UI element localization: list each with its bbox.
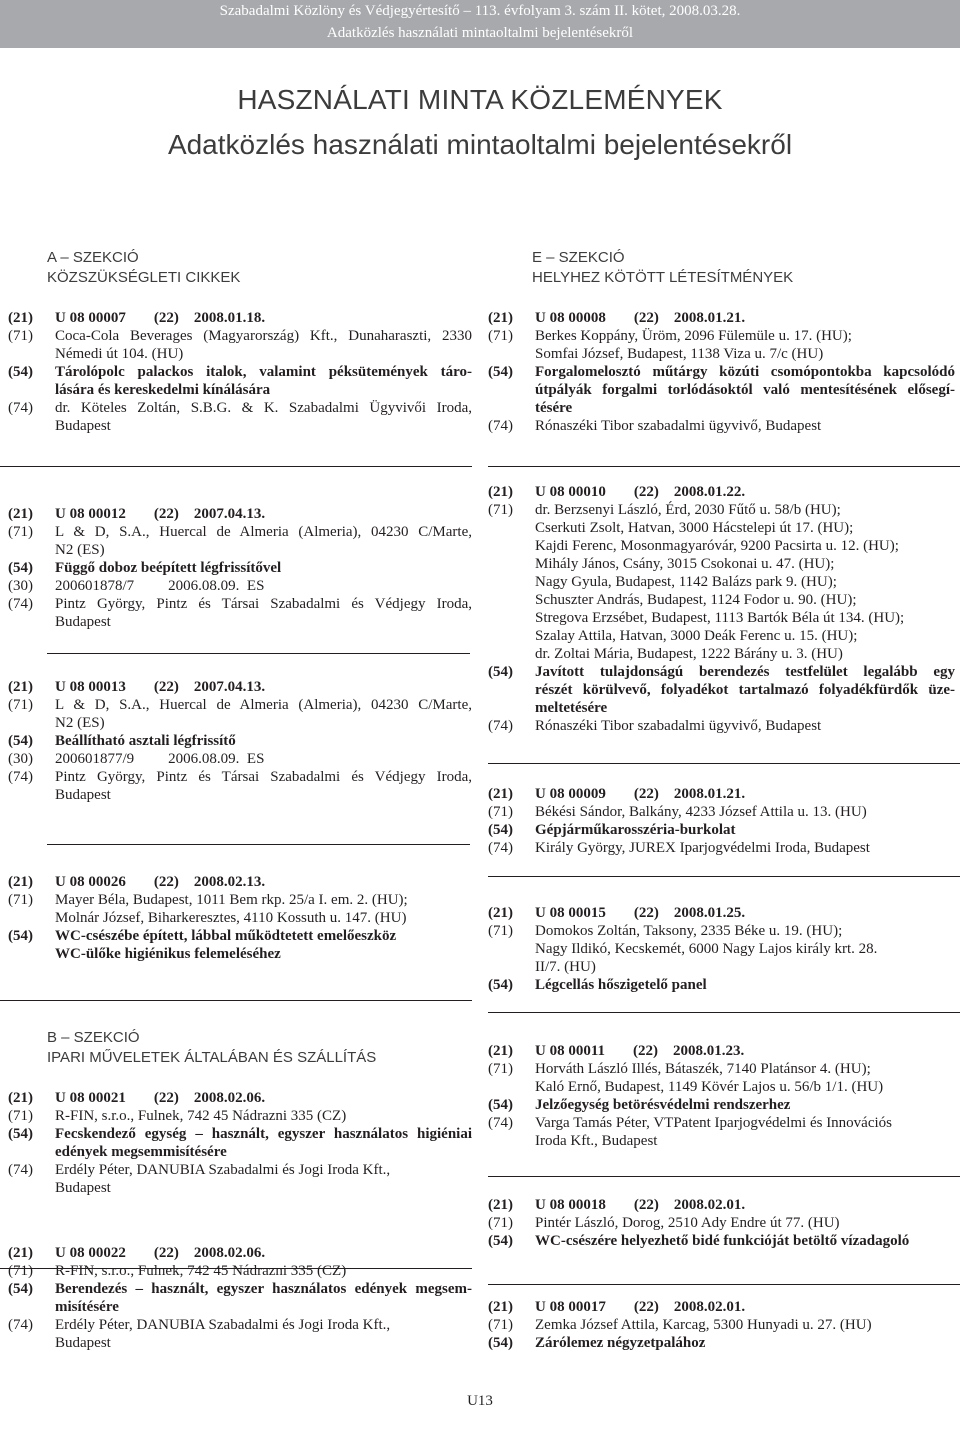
inid-code-label: (74) (8, 596, 33, 612)
entry-text (488, 785, 955, 803)
entry-text (154, 505, 265, 523)
entry-text: (22) (153, 679, 179, 695)
inid-code-label: (71) (8, 1263, 33, 1279)
application-number: U 08 00007 (55, 310, 126, 326)
entry-text: Király György, JUREX Iparjogvédelmi Iroda, Budapest (535, 840, 870, 856)
entry-text: Légcellás hőszigetelő panel (535, 977, 707, 993)
inid-code-label: (30) (8, 751, 33, 767)
entry-text: lására és kereskedelmi kínálására (55, 382, 271, 398)
application-number-row (8, 309, 472, 327)
section-e-name: HELYHEZ KÖTÖTT LÉTESÍTMÉNYEK (532, 269, 794, 286)
entry-text: Erdély Péter, DANUBIA Szabadalmi és Jogi Iroda Kft., (55, 1317, 391, 1333)
rule-separator (0, 1000, 472, 1001)
utility-model-entry (488, 1196, 955, 1250)
rule-separator (0, 466, 472, 467)
entry-text: (22) (633, 310, 659, 326)
entry-text: L & D, S.A., Huercal de Almeria (Almeria), 04230 C/Marte, (55, 697, 472, 713)
inid-code-label: (71) (8, 328, 33, 344)
inid-code-label: (54) (488, 664, 513, 680)
entry-text: WC-ülőke higiénikus felemeléséhez (55, 946, 281, 962)
entry-text (154, 1244, 265, 1262)
entry-text: edények megsemmisítésére (55, 1144, 227, 1160)
entry-text (634, 1196, 745, 1214)
entry-text (488, 904, 955, 922)
entry-text (488, 1232, 955, 1250)
entry-text: Mayer Béla, Budapest, 1011 Bem rkp. 25/a I. em. 2. (HU); (55, 892, 408, 908)
entry-text: Nagy Gyula, Budapest, 1142 Balázs park 9. (HU); (535, 574, 837, 590)
utility-model-entry (8, 1244, 472, 1352)
application-number: U 08 00011 (535, 1043, 606, 1059)
entry-text (488, 821, 955, 839)
entry-text: Molnár József, Biharkeresztes, 4110 Kossuth u. 147. (HU) (55, 910, 407, 926)
entry-text (488, 363, 955, 417)
entry-text: Iroda Kft., Budapest (535, 1133, 658, 1149)
inid-code-label: (71) (488, 923, 513, 939)
application-number: U 08 00008 (535, 310, 606, 326)
inid-code-label: (71) (488, 328, 513, 344)
entry-text: ES (246, 751, 265, 767)
filing-date: 2008.01.21. (673, 310, 746, 326)
utility-model-entry (488, 785, 955, 857)
utility-model-entry (488, 1042, 955, 1150)
utility-model-entry (8, 505, 472, 631)
inid-code-label: (54) (8, 364, 33, 380)
inid-code-label: (54) (488, 822, 513, 838)
inid-code-label: (71) (488, 1061, 513, 1077)
inid-code-label: (71) (8, 697, 33, 713)
application-number: U 08 00022 (55, 1245, 126, 1261)
entry-text (8, 873, 472, 891)
filing-date: 2008.01.21. (673, 786, 746, 802)
entry-text: részét körülvevő, folyadékot tartalmazó folyadékfürdők üze- (535, 682, 955, 698)
section-b-code: B – SZEKCIÓ (47, 1029, 140, 1046)
entry-text: Erdély Péter, DANUBIA Szabadalmi és Jogi Iroda Kft., (55, 1162, 391, 1178)
inid-code-label: (21) (488, 1197, 513, 1213)
filing-date: 2008.01.22. (673, 484, 746, 500)
entry-text (8, 1089, 472, 1107)
entry-text (8, 927, 472, 963)
inid-code-label: (71) (8, 892, 33, 908)
entry-text (488, 976, 955, 994)
entry-text (154, 678, 265, 696)
entry-text (634, 1298, 745, 1316)
entry-text: L & D, S.A., Huercal de Almeria (Almeria), 04230 C/Marte, (55, 524, 472, 540)
inid-code-label: (54) (8, 1126, 33, 1142)
filing-date: 2007.04.13. (193, 506, 266, 522)
entry-text (8, 1161, 472, 1197)
entry-text: WC-csészére helyezhető bidé funkcióját betöltő vízadagoló (535, 1233, 910, 1249)
entry-text (488, 1042, 955, 1060)
entry-text: Zemka József Attila, Karcag, 5300 Hunyadi u. 27. (HU) (535, 1317, 872, 1333)
entry-text: II/7. (HU) (535, 959, 596, 975)
entry-text (488, 417, 955, 435)
entry-text: Budapest (55, 1180, 111, 1196)
entry-text (488, 309, 955, 327)
entry-text: (22) (633, 905, 659, 921)
entry-text: misítésére (55, 1299, 119, 1315)
inid-code-label: (74) (8, 1162, 33, 1178)
inid-code-label: (21) (488, 310, 513, 326)
utility-model-entry (8, 873, 472, 963)
entry-text: Nagy Ildikó, Kecskemét, 6000 Nagy Lajos király krt. 28. (535, 941, 878, 957)
entry-text (8, 1316, 472, 1352)
entry-text: Pintér László, Dorog, 2510 Ady Endre út 77. (HU) (535, 1215, 840, 1231)
entry-text (488, 839, 955, 857)
entry-text: R-FIN, s.r.o., Fulnek, 742 45 Nádrazni 335 (CZ) (55, 1108, 347, 1124)
entry-text: (22) (153, 1090, 179, 1106)
entry-text (634, 309, 745, 327)
entry-text (8, 732, 472, 750)
applicant-row (8, 327, 472, 363)
rule-separator (47, 653, 470, 654)
entry-text: (22) (633, 484, 659, 500)
utility-model-entry (8, 309, 472, 435)
entry-text (488, 1196, 955, 1214)
application-number: U 08 00018 (535, 1197, 606, 1213)
entry-text: N2 (ES) (55, 715, 105, 731)
entry-text (488, 501, 955, 663)
rule-separator (488, 1176, 960, 1177)
inid-code-label: (21) (8, 506, 33, 522)
entry-text: Coca-Cola Beverages (Magyarország) Kft., Dunaharaszti, 2330 (55, 328, 472, 344)
entry-text: 200601878/7 (55, 578, 135, 594)
inid-code-label: (71) (8, 524, 33, 540)
entry-text: Mihály János, Csány, 3015 Csokonai u. 47. (HU); (535, 556, 835, 572)
application-number: U 08 00021 (55, 1090, 126, 1106)
priority-row (8, 750, 472, 768)
application-number: U 08 00017 (535, 1299, 606, 1315)
inid-code-label: (21) (488, 905, 513, 921)
page-subtitle: Adatközlés használati mintaoltalmi bejelentésekről (167, 129, 793, 160)
entry-text: Domokos Zoltán, Taksony, 2335 Béke u. 19. (HU); (535, 923, 843, 939)
application-number: U 08 00010 (535, 484, 606, 500)
entry-text: dr. Zoltai Mária, Budapest, 1222 Bárány u. 3. (HU) (535, 646, 843, 662)
entry-text: tésére (535, 400, 573, 416)
entry-text: Tárolópolc palackos italok, valamint péksütemények táro- (55, 364, 472, 380)
entry-text (8, 559, 472, 577)
inid-code-label: (74) (8, 1317, 33, 1333)
section-e-code: E – SZEKCIÓ (532, 249, 625, 266)
section-a-heading (47, 248, 240, 288)
entry-text: dr. Köteles Zoltán, S.B.G. & K. Szabadalmi Ügyvivői Iroda, (55, 400, 472, 416)
inid-code-label: (54) (488, 1233, 513, 1249)
priority-row (8, 577, 472, 595)
section-a-name: KÖZSZÜKSÉGLETI CIKKEK (47, 269, 241, 286)
entry-text: Berkes Koppány, Üröm, 2096 Fülemüle u. 17. (HU); (535, 328, 852, 344)
agent-row (8, 399, 472, 435)
entry-text: (22) (633, 1043, 659, 1059)
entry-text: Fecskendező egység – használt, egyszer használatos higiéniai (55, 1126, 472, 1142)
entry-text: Rónaszéki Tibor szabadalmi ügyvivő, Budapest (535, 718, 822, 734)
entry-text (154, 873, 265, 891)
utility-model-entry (488, 1298, 955, 1352)
page-number: U13 (467, 1393, 493, 1409)
entry-text: (22) (153, 310, 179, 326)
inid-code-label: (74) (488, 1115, 513, 1131)
entry-text: Békési Sándor, Balkány, 4233 József Attila u. 13. (HU) (535, 804, 867, 820)
inid-code-label: (54) (8, 560, 33, 576)
inid-code-label: (74) (8, 769, 33, 785)
entry-text: 2006.08.09. (168, 751, 240, 767)
entry-text (488, 1298, 955, 1316)
inid-code-label: (21) (8, 1245, 33, 1261)
inid-code-label: (74) (8, 400, 33, 416)
entry-text (488, 803, 955, 821)
entry-text: WC-csészébe épített, lábbal működtetett emelőeszköz (55, 928, 397, 944)
entry-text: Berendezés – használt, egyszer használatos edények megsem- (55, 1281, 472, 1297)
filing-date: 2007.04.13. (193, 679, 266, 695)
inid-code-label: (21) (488, 1043, 513, 1059)
filing-date: 2008.01.23. (673, 1043, 745, 1059)
entry-text: Schuszter András, Budapest, 1124 Fodor u. 90. (HU); (535, 592, 857, 608)
entry-text (488, 922, 955, 976)
inid-code-label: (71) (488, 502, 513, 518)
section-b-heading (47, 1028, 376, 1068)
rule-separator (47, 844, 470, 845)
entry-text (488, 1214, 955, 1232)
entry-text: Varga Tamás Péter, VTPatent Iparjogvédelmi és Innovációs (535, 1115, 893, 1131)
entry-text (8, 1107, 472, 1125)
filing-date: 2008.02.01. (673, 1197, 746, 1213)
entry-text: Jelzőegység betörésvédelmi rendszerhez (535, 1097, 791, 1113)
rule-separator (488, 1284, 960, 1285)
inid-code-label: (21) (8, 874, 33, 890)
filing-date: 2008.01.25. (673, 905, 746, 921)
inid-code-label: (71) (488, 804, 513, 820)
entry-text (634, 785, 745, 803)
entry-text: Kajdi Ferenc, Mosonmagyaróvár, 9200 Pacsirta u. 12. (HU); (535, 538, 899, 554)
entry-text (8, 1125, 472, 1161)
utility-model-entry (488, 904, 955, 994)
inid-code-label: (54) (8, 733, 33, 749)
inid-code-label: (21) (488, 1299, 513, 1315)
entry-text: 2006.08.09. (168, 578, 240, 594)
inid-code-label: (21) (8, 310, 33, 326)
title-row (8, 363, 472, 399)
inid-code-label: (71) (8, 1108, 33, 1124)
inid-code-label: (54) (488, 364, 513, 380)
inid-code-label: (21) (488, 484, 513, 500)
entry-text (8, 1262, 472, 1280)
inid-code-label: (54) (8, 928, 33, 944)
entry-text: Pintz György, Pintz és Társai Szabadalmi és Védjegy Iroda, (55, 769, 472, 785)
rule-separator (488, 763, 960, 764)
entry-text (488, 1334, 955, 1352)
running-subtitle: Adatközlés használati mintaoltalmi bejelentésekről (326, 25, 634, 41)
entry-text: útpályák forgalmi torlódásoktól való mentesítésének elősegí- (535, 382, 955, 398)
entry-text: Horváth László Illés, Bátaszék, 7140 Platánsor 4. (HU); (535, 1061, 871, 1077)
entry-text: Budapest (55, 418, 111, 434)
entry-text: Javított tulajdonságú berendezés testfelület legalább egy (535, 664, 955, 680)
entry-text (8, 1244, 472, 1262)
filing-date: 2008.02.01. (673, 1299, 746, 1315)
entry-text: R-FIN, s.r.o., Fulnek, 742 45 Nádrazni 335 (CZ) (55, 1263, 347, 1279)
entry-text (488, 1096, 955, 1114)
inid-code-label: (21) (8, 1090, 33, 1106)
application-number: U 08 00026 (55, 874, 126, 890)
inid-code-label: (54) (8, 1281, 33, 1297)
section-b-name: IPARI MŰVELETEK ÁLTALÁBAN ÉS SZÁLLÍTÁS (47, 1049, 377, 1066)
inid-code-label: (54) (488, 1335, 513, 1351)
application-number: U 08 00013 (55, 679, 126, 695)
inid-code-label: (21) (488, 786, 513, 802)
entry-text (488, 1114, 955, 1150)
entry-text (488, 327, 955, 363)
rule-separator (488, 876, 960, 877)
inid-code-label: (71) (488, 1317, 513, 1333)
filing-date: 2008.02.06. (193, 1090, 266, 1106)
entry-text (488, 483, 955, 501)
utility-model-entry (8, 1089, 472, 1197)
section-a-code: A – SZEKCIÓ (47, 249, 139, 266)
entry-text: Gépjárműkarosszéria-burkolat (535, 822, 736, 838)
section-e-heading (532, 248, 793, 288)
entry-text: ES (246, 578, 265, 594)
entry-text: Forgalomelosztó műtárgy közúti csomópontokba kapcsolódó (535, 364, 955, 380)
entry-text (8, 505, 472, 523)
entry-text (488, 663, 955, 717)
entry-text: meltetésére (535, 700, 608, 716)
entry-text (488, 717, 955, 735)
entry-text (8, 891, 472, 927)
entry-text: Kaló Ernő, Budapest, 1149 Kövér Lajos u. 56/b 1/1. (HU) (535, 1079, 884, 1095)
entry-text: Cserkuti Zsolt, Hatvan, 3000 Hácstelepi út 17. (HU); (535, 520, 854, 536)
entry-text (488, 1060, 955, 1096)
entry-text: (22) (153, 1245, 179, 1261)
entry-text (8, 678, 472, 696)
page-title: HASZNÁLATI MINTA KÖZLEMÉNYEK (237, 84, 723, 115)
inid-code-label: (54) (488, 1097, 513, 1113)
entry-text (8, 523, 472, 559)
entry-text: Némedi út 104. (HU) (55, 346, 184, 362)
entry-text (634, 904, 745, 922)
entry-text: N2 (ES) (55, 542, 105, 558)
filing-date: 2008.02.06. (193, 1245, 266, 1261)
entry-text: Beállítható asztali légfrissítő (55, 733, 236, 749)
entry-text: dr. Berzsenyi László, Érd, 2030 Fűtő u. 58/b (HU); (535, 502, 841, 518)
inid-code-label: (74) (488, 718, 513, 734)
entry-text: Budapest (55, 614, 111, 630)
entry-text (633, 1042, 744, 1060)
entry-text (8, 1280, 472, 1316)
inid-code-label: (74) (488, 840, 513, 856)
entry-text: Szalay Attila, Hatvan, 3000 Deák Ferenc u. 15. (HU); (535, 628, 858, 644)
entry-text (8, 696, 472, 732)
inid-code-label: (21) (8, 679, 33, 695)
entry-text: (22) (633, 1299, 659, 1315)
entry-text (634, 483, 745, 501)
entry-text: Rónaszéki Tibor szabadalmi ügyvivő, Budapest (535, 418, 822, 434)
filing-date: 2008.02.13. (193, 874, 266, 890)
entry-text: (22) (633, 786, 659, 802)
utility-model-entry (488, 309, 955, 435)
entry-text (8, 768, 472, 804)
application-number: U 08 00012 (55, 506, 126, 522)
entry-text: Pintz György, Pintz és Társai Szabadalmi és Védjegy Iroda, (55, 596, 472, 612)
rule-separator (488, 1012, 960, 1013)
entry-text: Budapest (55, 1335, 111, 1351)
entry-text: (22) (633, 1197, 659, 1213)
entry-text: 200601877/9 (55, 751, 135, 767)
inid-code-label: (74) (488, 418, 513, 434)
entry-text (488, 1316, 955, 1334)
journal-title: Szabadalmi Közlöny és Védjegyértesítő – 113. évfolyam 3. szám II. kötet, 2008.03.28. (219, 3, 741, 19)
inid-code-label: (54) (488, 977, 513, 993)
entry-text: (22) (153, 506, 179, 522)
filing-date: 2008.01.18. (193, 310, 266, 326)
entry-text (154, 309, 265, 327)
entry-text (154, 1089, 265, 1107)
application-number: U 08 00015 (535, 905, 606, 921)
inid-code-label: (71) (488, 1215, 513, 1231)
utility-model-entry (8, 678, 472, 804)
utility-model-entry (488, 483, 955, 735)
entry-text (8, 595, 472, 631)
entry-text: Zárólemez négyzetpalához (535, 1335, 706, 1351)
inid-code-label: (30) (8, 578, 33, 594)
running-header (0, 0, 960, 48)
entry-text: Somfai József, Budapest, 1138 Viza u. 7/c (HU) (535, 346, 824, 362)
entry-text: Stregova Erzsébet, Budapest, 1113 Bartók Béla út 134. (HU); (535, 610, 905, 626)
rule-separator (488, 466, 960, 467)
entry-text: (22) (153, 874, 179, 890)
entry-text: Budapest (55, 787, 111, 803)
application-number: U 08 00009 (535, 786, 606, 802)
entry-text: Függő doboz beépített légfrissítővel (55, 560, 282, 576)
